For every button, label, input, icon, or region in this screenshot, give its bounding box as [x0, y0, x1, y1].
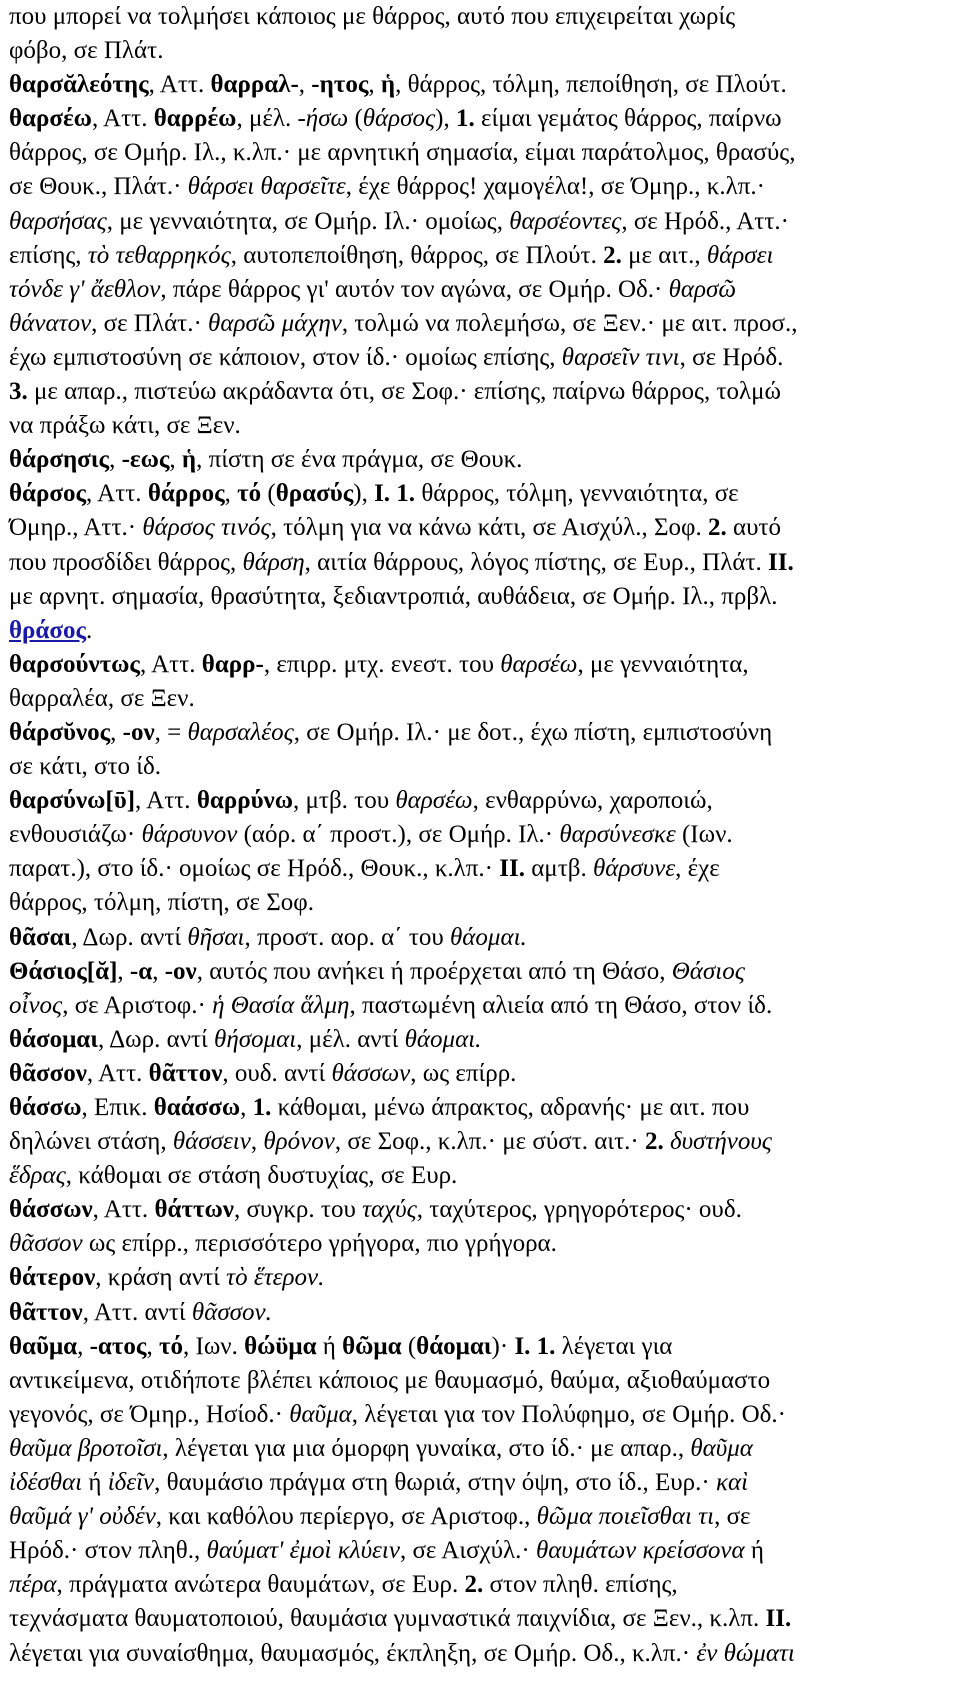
- headword-bold: -ον: [122, 718, 155, 746]
- text-run: λέγεται για συναίσθημα, θαυμασμός, έκπληξη, σε Ομήρ. Οδ., κ.λπ.·: [9, 1639, 697, 1667]
- headword-bold: θάομαι: [416, 1332, 492, 1360]
- headword-bold: II.: [765, 1605, 792, 1633]
- text-line: [9, 34, 942, 68]
- text-line: [9, 1091, 942, 1125]
- text-line: [9, 1125, 942, 1159]
- greek-citation-italic: ἡ Θασία ἅλμη: [212, 991, 350, 1019]
- greek-citation-italic: ἰδεῖν: [107, 1469, 155, 1497]
- headword-bold: θῶμα: [342, 1332, 402, 1360]
- headword-bold: II.: [499, 855, 525, 883]
- text-line: [9, 1261, 942, 1295]
- text-line: [9, 443, 942, 477]
- text-line: [9, 1227, 942, 1261]
- text-run: , ουδ. αντί: [222, 1059, 332, 1087]
- text-run: (: [401, 1332, 417, 1360]
- text-run: , κάθομαι σε στάση δυστυχίας, σε Ευρ.: [65, 1162, 458, 1190]
- headword-bold: θαρσύνω[ῡ]: [9, 787, 136, 815]
- headword-bold: θᾶττον: [148, 1059, 223, 1087]
- text-run: , λέγεται για μια όμορφη γυναίκα, στο ίδ.· με απαρ.,: [162, 1434, 691, 1462]
- text-run: , με γενναιότητα,: [577, 650, 749, 678]
- headword-bold: -εως: [121, 446, 170, 474]
- headword-bold: θαῦμα: [9, 1332, 78, 1360]
- text-line: [9, 375, 942, 409]
- headword-bold: 1.: [252, 1094, 272, 1121]
- text-run: με αρνητ. σημασία, θρασύτητα, ξεδιαντροπιά, αυθάδεια, σε Ομήρ. Ιλ., πρβλ.: [9, 582, 778, 610]
- greek-citation-italic: τὸ ἕτερον.: [226, 1264, 325, 1292]
- greek-citation-italic: θαρσέοντες: [509, 207, 622, 235]
- headword-bold: θαρραλ-: [210, 71, 299, 99]
- text-line: [9, 1159, 942, 1193]
- text-run: κάθομαι, μένω άπρακτος, αδρανής· με αιτ. που: [271, 1094, 750, 1121]
- text-run: ,: [109, 446, 122, 474]
- text-run: , Δωρ. αντί: [71, 923, 188, 951]
- text-run: ,: [240, 1094, 253, 1121]
- text-run: ,: [77, 1332, 90, 1360]
- text-line: [9, 1637, 942, 1671]
- headword-bold: τό: [158, 1332, 183, 1360]
- text-run: , πράγματα ανώτερα θαυμάτων, σε Ευρ.: [56, 1571, 465, 1599]
- text-run: ,: [250, 1128, 264, 1156]
- text-run: είμαι γεμάτος θάρρος, παίρνω: [474, 105, 782, 133]
- text-run: ,: [298, 71, 312, 99]
- headword-bold: 2.: [464, 1571, 484, 1599]
- headword-bold: θᾶσαι: [9, 923, 72, 951]
- text-line: [9, 1193, 942, 1227]
- headword-bold: θάρσος: [9, 480, 87, 508]
- greek-citation-italic: θαρσέω: [500, 650, 578, 678]
- greek-citation-italic: θαῦμα: [289, 1400, 352, 1428]
- text-run: ως επίρρ., περισσότερο γρήγορα, πιο γρήγορα.: [82, 1230, 557, 1258]
- text-line: [9, 580, 942, 614]
- text-line: [9, 1296, 942, 1330]
- text-line: [9, 409, 942, 443]
- text-run: , Αττ.: [92, 1196, 155, 1224]
- headword-bold: 1.: [455, 105, 475, 133]
- text-run: , πίστη σε ένα πράγμα, σε Θουκ.: [196, 446, 523, 474]
- greek-citation-italic: θαῦμά γ' οὐδέν: [9, 1503, 156, 1531]
- greek-citation-italic: ἰδέσθαι: [9, 1469, 83, 1497]
- text-run: με αιτ.,: [621, 241, 707, 269]
- headword-bold: θᾶσσον: [9, 1059, 87, 1087]
- text-run: θάρρος, σε Ομήρ. Ιλ., κ.λπ.· με αρνητική σημασία, είμαι παράτολμος, θρασύς,: [9, 139, 796, 167]
- text-run: ,: [169, 446, 182, 474]
- headword-bold: θώϋμα: [244, 1332, 317, 1360]
- greek-citation-italic: τὸ τεθαρρηκός: [87, 241, 231, 269]
- text-line: [9, 1500, 942, 1534]
- text-run: ,: [146, 1332, 159, 1360]
- text-line: [9, 341, 942, 375]
- text-run: , σε Ηρόδ.: [679, 343, 784, 371]
- text-line: [9, 818, 942, 852]
- headword-bold: θάσομαι: [9, 1025, 98, 1053]
- text-run: φόβο, σε Πλάτ.: [9, 37, 164, 65]
- text-run: , Επικ.: [81, 1094, 154, 1121]
- text-line: [9, 273, 942, 307]
- text-run: , Ιων.: [183, 1332, 245, 1360]
- text-run: ή: [744, 1537, 764, 1565]
- text-line: [9, 750, 942, 784]
- text-run: , και καθόλου περίεργο, σε Αριστοφ.,: [155, 1503, 537, 1531]
- text-run: επίσης,: [9, 241, 88, 269]
- text-run: , σε Ηρόδ., Αττ.·: [621, 207, 789, 235]
- headword-bold: θάρσῠνος: [9, 718, 111, 746]
- greek-citation-italic: θάρσει θαρσεῖτε: [187, 173, 346, 201]
- text-run: , παστωμένη αλιεία από τη Θάσο, στον ίδ.: [349, 991, 773, 1019]
- text-line: [9, 1432, 942, 1466]
- text-line: [9, 307, 942, 341]
- headword-bold: θάσσων: [9, 1196, 93, 1224]
- text-line: [9, 0, 942, 34]
- text-line: [9, 648, 942, 682]
- text-run: να πράξω κάτι, σε Ξεν.: [9, 412, 241, 440]
- text-run: στον πληθ. επίσης,: [483, 1571, 678, 1599]
- text-run: , έχε: [675, 855, 720, 883]
- text-run: , Δωρ. αντί: [97, 1025, 215, 1053]
- text-run: τεχνάσματα θαυματοποιού, θαυμάσια γυμναστικά παιχνίδια, σε Ξεν., κ.λπ.: [9, 1605, 766, 1633]
- greek-citation-italic: θάρσει: [706, 241, 774, 269]
- text-run: (Ιων.: [675, 821, 733, 849]
- greek-citation-italic: θάρσος: [362, 105, 436, 133]
- text-line: [9, 546, 942, 580]
- text-line: [9, 1398, 942, 1432]
- headword-bold: θαρσέω: [9, 105, 92, 133]
- text-run: , ως επίρρ.: [410, 1059, 517, 1087]
- text-run: ),: [435, 105, 456, 133]
- text-run: , σε Σοφ., κ.λπ.· με σύστ. αιτ.·: [334, 1128, 645, 1156]
- text-run: , τόλμη για να κάνω κάτι, σε Αισχύλ., Σοφ.: [270, 514, 708, 542]
- greek-citation-italic: θαῦμα βροτοῖσι: [9, 1434, 163, 1462]
- text-run: , πάρε θάρρος γι' αυτόν τον αγώνα, σε Ομήρ. Οδ.·: [160, 275, 669, 303]
- text-run: , Αττ. αντί: [82, 1298, 192, 1326]
- headword-bold: θαρρ-: [201, 650, 264, 678]
- text-run: θάρρος, τόλμη, πίστη, σε Σοφ.: [9, 889, 314, 917]
- greek-citation-italic: θάρσυνε: [592, 855, 676, 883]
- text-run: , προστ. αορ. α΄ του: [244, 923, 451, 951]
- headword-bold: τό: [237, 480, 262, 508]
- greek-citation-italic: πέρα: [9, 1571, 57, 1599]
- greek-citation-italic: θαρσήσας: [9, 207, 107, 235]
- text-run: , επιρρ. μτχ. ενεστ. του: [263, 650, 501, 678]
- headword-bold: -ητος: [311, 71, 369, 99]
- headword-bold: II.: [768, 548, 794, 576]
- text-run: που προσδίδει θάρρος,: [9, 548, 243, 576]
- text-run: Όμηρ., Αττ.·: [9, 514, 143, 542]
- greek-citation-italic: καὶ: [716, 1469, 749, 1497]
- text-run: Ηρόδ.· στον πληθ.,: [9, 1537, 207, 1565]
- greek-citation-italic: θαυμάτων κρείσσονα: [535, 1537, 745, 1565]
- headword-bold: I. 1.: [374, 480, 416, 508]
- text-line: [9, 989, 942, 1023]
- text-line: [9, 716, 942, 750]
- text-line: [9, 886, 942, 920]
- headword-bold: ἡ: [181, 446, 197, 474]
- greek-citation-italic: θάομαι.: [450, 923, 527, 951]
- text-run: , έχε θάρρος! χαμογέλα!, σε Όμηρ., κ.λπ.·: [345, 173, 765, 201]
- text-line: [9, 170, 942, 204]
- text-run: , τολμώ να πολεμήσω, σε Ξεν.· με αιτ. προσ.,: [341, 309, 798, 337]
- greek-citation-italic: θᾶσσον: [9, 1230, 83, 1258]
- text-run: ή: [316, 1332, 343, 1360]
- text-run: , μέλ.: [236, 105, 298, 133]
- greek-citation-italic: θαρσεῖν τινι: [561, 343, 680, 371]
- text-run: , κράση αντί: [95, 1264, 227, 1292]
- text-line: [9, 921, 942, 955]
- text-line: [9, 1057, 942, 1091]
- headword-bold: θαρρέω: [153, 105, 237, 133]
- text-run: αντικείμενα, οτιδήποτε βλέπει κάποιος με θαυμασμό, θαύμα, αξιοθαύμαστο: [9, 1366, 771, 1394]
- text-run: , αιτία θάρρους, λόγος πίστης, σε Ευρ., Πλάτ.: [304, 548, 768, 576]
- text-run: , λέγεται για τον Πολύφημο, σε Ομήρ. Οδ.·: [351, 1400, 787, 1428]
- greek-citation-italic: θάσσων: [331, 1059, 411, 1087]
- text-line: [9, 1602, 942, 1636]
- text-run: , αυτοπεποίθηση, θάρρος, σε Πλούτ.: [230, 241, 604, 269]
- greek-citation-italic: δυστήνους: [669, 1128, 772, 1156]
- greek-citation-italic: οἶνος: [9, 991, 63, 1019]
- text-line: [9, 852, 942, 886]
- greek-citation-italic: ταχύς: [362, 1196, 417, 1224]
- text-line: [9, 955, 942, 989]
- text-run: λέγεται για: [555, 1332, 673, 1360]
- text-line: [9, 477, 942, 511]
- text-line: [9, 136, 942, 170]
- text-line: [9, 784, 942, 818]
- headword-bold: θάρσησις: [9, 446, 110, 474]
- headword-bold: 3.: [9, 378, 28, 406]
- text-run: , Αττ.: [148, 71, 211, 99]
- text-run: (: [261, 480, 276, 508]
- text-run: )·: [491, 1332, 515, 1360]
- headword-bold: θαρσούντως: [9, 650, 140, 678]
- text-run: ,: [368, 71, 381, 99]
- text-run: που μπορεί να τολμήσει κάποιος με θάρρος, αυτό που επιχειρείται χωρίς: [9, 3, 736, 30]
- text-run: , Αττ.: [86, 480, 148, 508]
- text-run: δηλώνει στάση,: [9, 1128, 173, 1156]
- headword-bold: θάσσω: [9, 1094, 82, 1121]
- text-line: [9, 1364, 942, 1398]
- headword-bold: -ατος: [89, 1332, 147, 1360]
- text-run: σε κάτι, στο ίδ.: [9, 753, 162, 781]
- greek-citation-italic: θᾶσσον.: [191, 1298, 272, 1326]
- text-run: ),: [353, 480, 375, 508]
- headword-bold: -α: [129, 957, 153, 985]
- text-run: , Αττ.: [139, 650, 202, 678]
- text-run: , Αττ.: [91, 105, 154, 133]
- text-run: , αυτός που ανήκει ή προέρχεται από τη Θάσο,: [196, 957, 672, 985]
- text-run: , με γενναιότητα, σε Ομήρ. Ιλ.· ομοίως,: [106, 207, 510, 235]
- text-run: (: [348, 105, 363, 133]
- text-line: [9, 682, 942, 716]
- greek-citation-italic: θαρσέω: [395, 787, 473, 815]
- text-run: έχω εμπιστοσύνη σε κάποιον, στον ίδ.· ομοίως επίσης,: [9, 343, 562, 371]
- text-run: , σε Πλάτ.·: [91, 309, 209, 337]
- text-line: [9, 1534, 942, 1568]
- greek-citation-italic: θῶμα ποιεῖσθαι τι: [536, 1503, 715, 1531]
- text-run: (αόρ. α΄ προστ.), σε Ομήρ. Ιλ.·: [237, 821, 560, 849]
- text-run: , μέλ. αντί: [296, 1025, 405, 1053]
- text-run: θαρραλέα, σε Ξεν.: [9, 684, 195, 712]
- text-run: , ταχύτερος, γρηγορότερος· ουδ.: [416, 1196, 742, 1224]
- text-run: .: [86, 616, 93, 644]
- headword-bold: 2.: [603, 241, 622, 269]
- text-line: [9, 205, 942, 239]
- headword-bold: θᾶττον: [9, 1298, 83, 1326]
- headword-bold: θρασύς: [275, 480, 354, 508]
- headword-bold: θάρρος: [147, 480, 225, 508]
- text-run: , ενθαρρύνω, χαροποιώ,: [472, 787, 713, 815]
- text-run: θάρρος, τόλμη, γενναιότητα, σε: [415, 480, 739, 508]
- text-line: [9, 511, 942, 545]
- text-run: , συγκρ. του: [233, 1196, 363, 1224]
- text-run: ενθουσιάζω·: [9, 821, 142, 849]
- greek-citation-italic: ἐν θώματι: [696, 1639, 795, 1667]
- text-run: , μτβ. του: [293, 787, 396, 815]
- headword-bold: θάτερον: [9, 1264, 96, 1292]
- text-run: σε Θουκ., Πλάτ.·: [9, 173, 188, 201]
- text-run: , Αττ.: [135, 787, 197, 815]
- headword-bold: -ον: [164, 957, 197, 985]
- text-run: , σε: [714, 1503, 751, 1531]
- text-line: [9, 102, 942, 136]
- text-line: [9, 68, 942, 102]
- greek-citation-italic: θάρση: [242, 548, 305, 576]
- headword-bold: I. 1.: [514, 1332, 556, 1360]
- text-run: ,: [110, 718, 123, 746]
- headword-bold: θαρρύνω: [196, 787, 293, 815]
- greek-citation-italic: θάρσυνον: [141, 821, 238, 849]
- headword-bold: θαρσᾰλεότης: [9, 71, 149, 99]
- greek-citation-italic: θαύματ' ἐμοὶ κλύειν: [206, 1537, 400, 1565]
- greek-citation-italic: θάρσος τινός: [142, 514, 271, 542]
- text-run: ,: [224, 480, 238, 508]
- text-run: , σε Αισχύλ.·: [399, 1537, 536, 1565]
- text-run: , θαυμάσιο πράγμα στη θωριά, στην όψη, στο ίδ., Ευρ.·: [154, 1469, 716, 1497]
- text-run: ,: [117, 957, 130, 985]
- text-run: με απαρ., πιστεύω ακράδαντα ότι, σε Σοφ.· επίσης, παίρνω θάρρος, τολμώ: [27, 378, 781, 406]
- headword-bold: 2.: [644, 1128, 664, 1156]
- greek-citation-italic: θάομαι.: [404, 1025, 482, 1053]
- text-run: παρατ.), στο ίδ.· ομοίως σε Ηρόδ., Θουκ., κ.λπ.·: [9, 855, 500, 883]
- greek-citation-italic: θαρσῶ: [668, 275, 737, 303]
- text-run: αυτό: [726, 514, 781, 542]
- text-run: αμτβ.: [524, 855, 593, 883]
- headword-bold: θάττων: [154, 1196, 234, 1224]
- greek-citation-italic: Θάσιος: [671, 957, 745, 985]
- text-run: ή: [82, 1469, 108, 1497]
- text-line: [9, 239, 942, 273]
- greek-citation-italic: τόνδε γ' ἄεθλον: [9, 275, 161, 303]
- headword-bold: ἡ: [380, 71, 396, 99]
- greek-citation-italic: θαρσύνεσκε: [559, 821, 676, 849]
- headword-bold: 2.: [707, 514, 727, 542]
- text-run: , Αττ.: [86, 1059, 149, 1087]
- text-run: , θάρρος, τόλμη, πεποίθηση, σε Πλούτ.: [395, 71, 787, 99]
- greek-citation-italic: ἕδρας: [9, 1162, 66, 1190]
- text-run: , =: [154, 718, 188, 746]
- greek-citation-italic: θήσομαι: [214, 1025, 297, 1053]
- greek-citation-italic: θαρσαλέος: [187, 718, 294, 746]
- greek-citation-italic: θρόνον: [263, 1128, 335, 1156]
- greek-citation-italic: θαρσῶ μάχην: [208, 309, 342, 337]
- greek-citation-italic: θαῦμα: [690, 1434, 753, 1462]
- text-run: , σε Ομήρ. Ιλ.· με δοτ., έχω πίστη, εμπιστοσύνη: [293, 718, 773, 746]
- text-run: , σε Αριστοφ.·: [62, 991, 213, 1019]
- greek-citation-italic: θῆσαι: [187, 923, 245, 951]
- text-run: γεγονός, σε Όμηρ., Ησίοδ.·: [9, 1400, 290, 1428]
- headword-bold: θαάσσω: [153, 1094, 241, 1121]
- text-line: [9, 1023, 942, 1057]
- text-line: [9, 1466, 942, 1500]
- text-line: [9, 1568, 942, 1602]
- text-line: [9, 614, 942, 648]
- text-line: [9, 1330, 942, 1364]
- cross-reference-link[interactable]: θράσος: [9, 616, 87, 644]
- greek-citation-italic: θάνατον: [9, 309, 92, 337]
- text-run: ,: [152, 957, 165, 985]
- headword-bold: Θάσιος[ᾰ]: [9, 957, 118, 985]
- greek-citation-italic: -ήσω: [297, 105, 349, 133]
- greek-citation-italic: θάσσειν: [172, 1128, 251, 1156]
